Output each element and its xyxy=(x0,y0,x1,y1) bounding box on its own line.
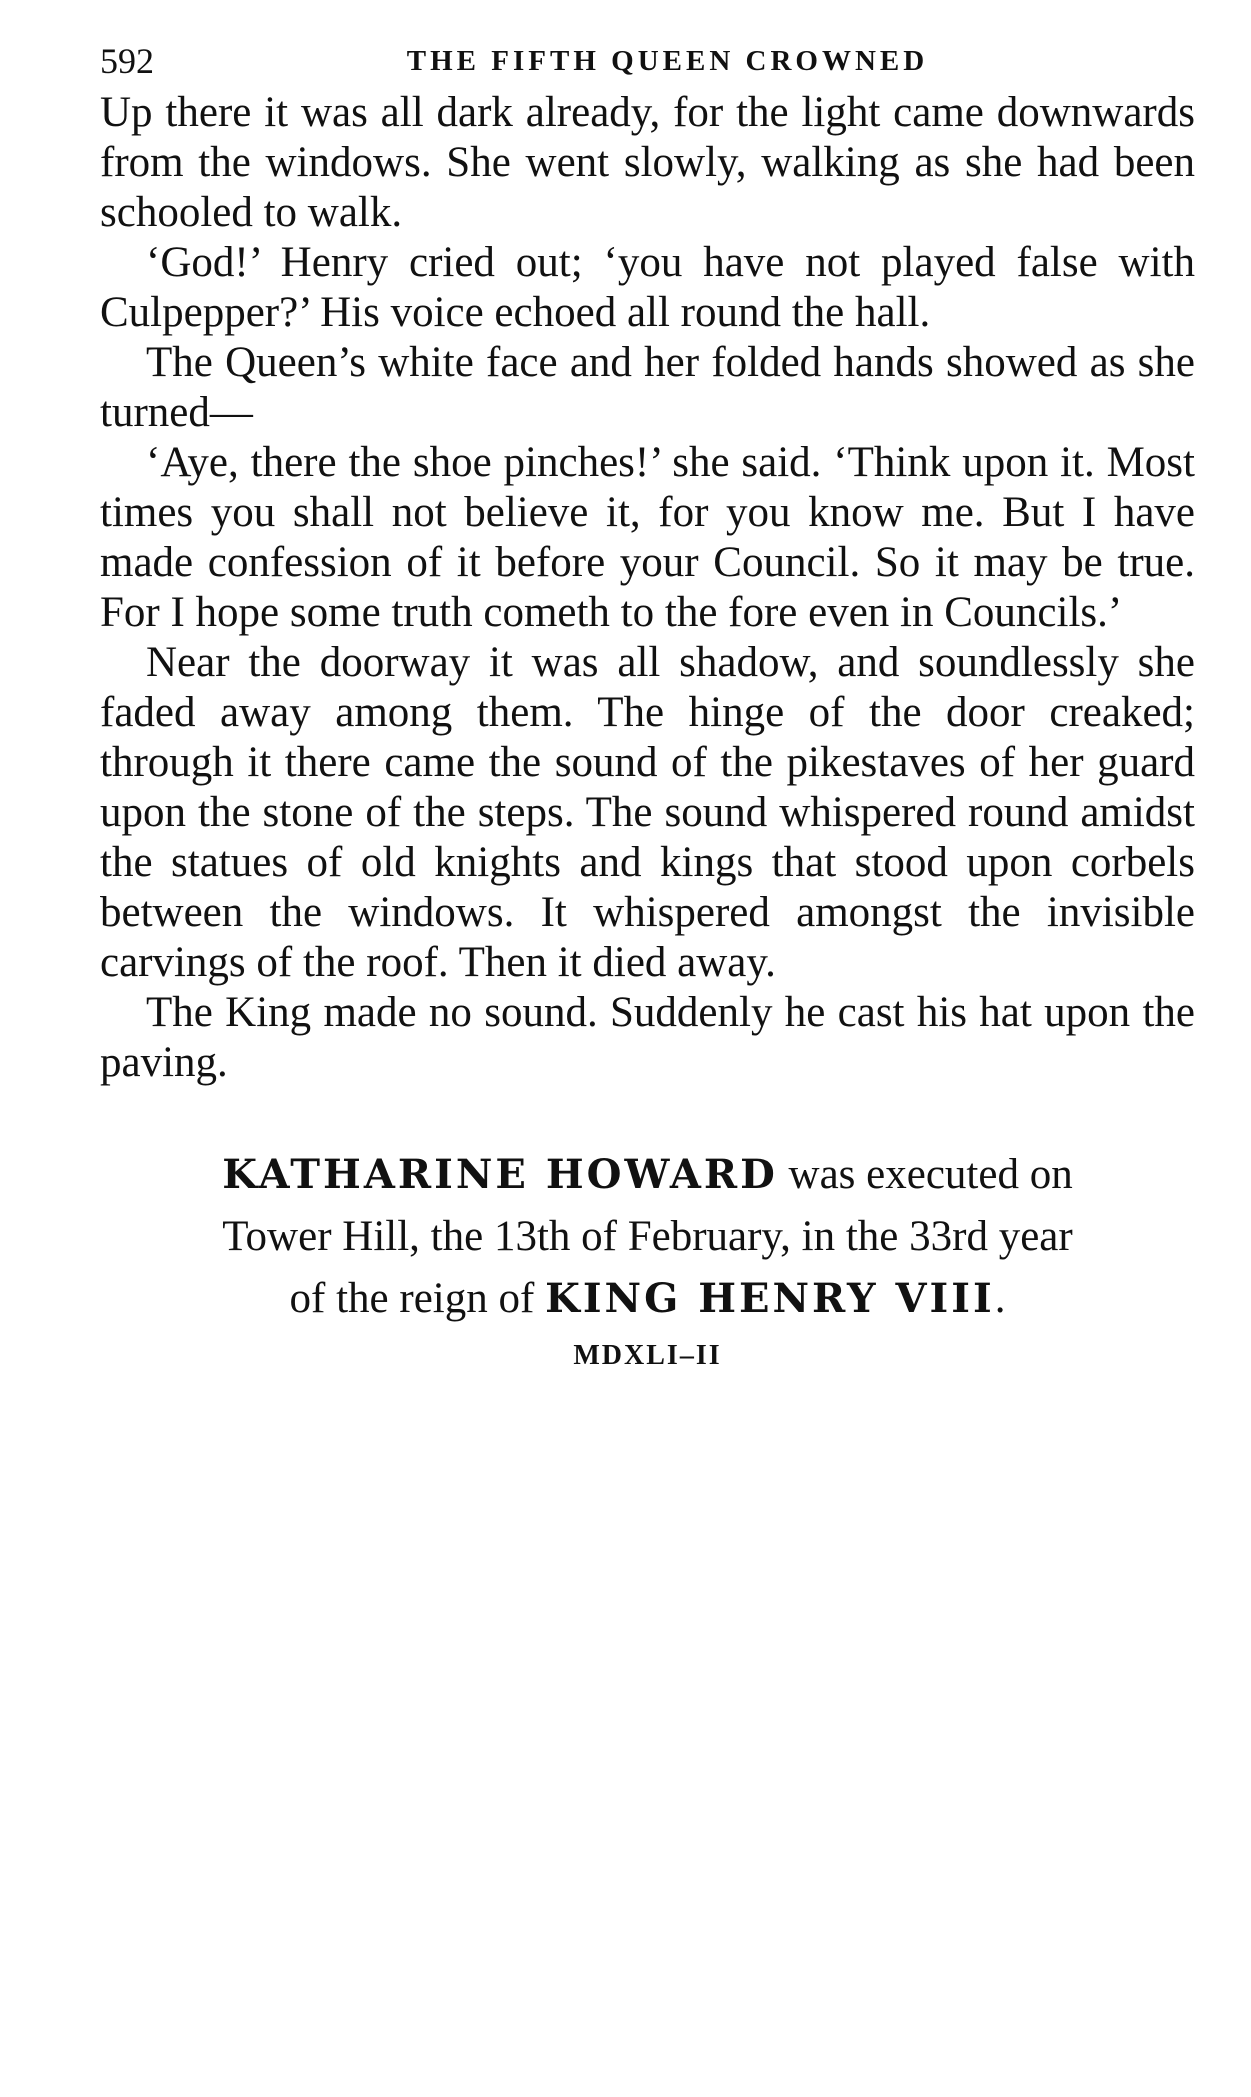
king-name: KING HENRY VIII xyxy=(545,1275,995,1322)
colophon xyxy=(100,1144,1195,1330)
colophon-text: of the reign of xyxy=(289,1275,546,1322)
running-title: THE FIFTH QUEEN CROWNED xyxy=(406,45,929,77)
paragraph: The Queen’s white face and her folded hands showed as she turned— xyxy=(100,339,1195,436)
colophon-line-1 xyxy=(100,1144,1195,1206)
body-text xyxy=(100,88,1195,1088)
colophon-text: was executed on xyxy=(777,1151,1073,1198)
colophon-line-3 xyxy=(100,1268,1195,1330)
paragraph: The King made no sound. Suddenly he cast his hat upon the paving. xyxy=(100,989,1195,1086)
paragraph: ‘God!’ Henry cried out; ‘you have not played false with Culpepper?’ His voice echoed all round the hall. xyxy=(100,239,1195,336)
colophon-line-2: Tower Hill, the 13th of February, in the 33rd year xyxy=(222,1213,1073,1260)
paragraph: Up there it was all dark already, for the light came downwards from the windows. She went slowly, walking as she had been schooled to walk. xyxy=(100,89,1195,236)
running-head xyxy=(100,38,1195,84)
paragraph: Near the doorway it was all shadow, and soundlessly she faded away among them. The hinge of the door creaked; through it there came the sound of the pikestaves of her guard upon the stone of the steps. The sound whispered round amidst the statues of old knights and kings that stood upon corbels between the windows. It whispered amongst the invisible carvings of the roof. Then it died away. xyxy=(100,639,1195,986)
queen-name: KATHARINE HOWARD xyxy=(222,1151,778,1198)
paragraph: ‘Aye, there the shoe pinches!’ she said. ‘Think upon it. Most times you shall not believe it, for you know me. But I have made confession of it before your Council. So it may be true. For I hope some truth cometh to the fore even in Councils.’ xyxy=(100,439,1195,636)
colophon-text: . xyxy=(994,1275,1006,1322)
page-number: 592 xyxy=(100,41,154,81)
colophon-date: MDXLI–II xyxy=(573,1340,722,1371)
book-page xyxy=(100,38,1195,1372)
